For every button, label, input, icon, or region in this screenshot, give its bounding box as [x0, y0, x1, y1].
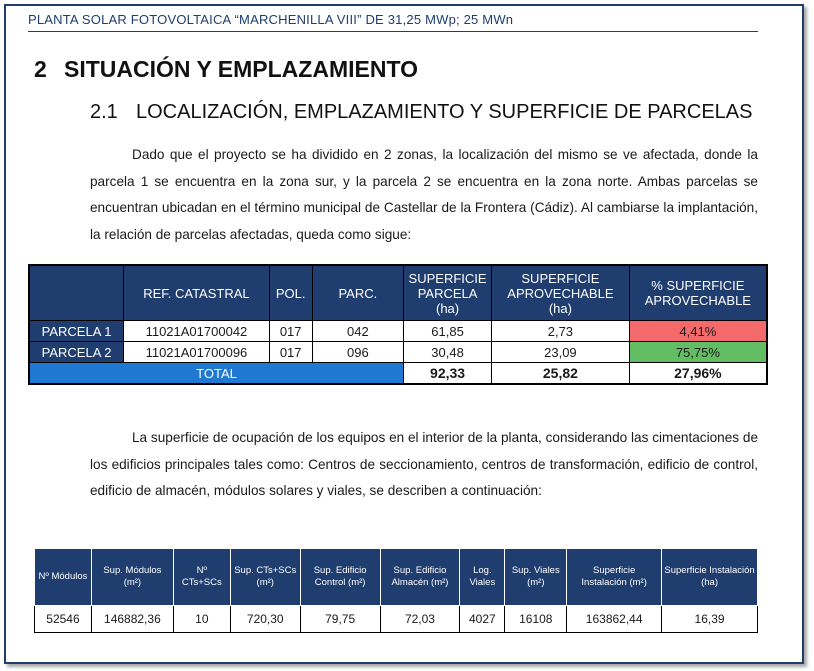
- header-cell: % SUPERFICIE APROVECHABLE: [629, 265, 767, 321]
- table-row: [35, 606, 758, 633]
- table-cell: 163862,44: [567, 606, 662, 633]
- total-cell: 25,82: [492, 363, 630, 385]
- total-label: TOTAL: [29, 363, 404, 385]
- table-cell: 2,73: [492, 321, 630, 342]
- header-cell: Superficie Instalación (ha): [662, 549, 758, 606]
- header-cell: REF. CATASTRAL: [124, 265, 270, 321]
- header-cell: Sup. Edificio Control (m²): [300, 549, 380, 606]
- header-cell: Sup. Edificio Almacén (m²): [380, 549, 460, 606]
- header-cell: POL.: [269, 265, 312, 321]
- row-label: PARCELA 1: [29, 321, 124, 342]
- table-cell: 11021A01700096: [124, 342, 270, 363]
- table-cell: 017: [269, 342, 312, 363]
- total-row: [29, 363, 767, 385]
- table-cell: 11021A01700042: [124, 321, 270, 342]
- table-cell: 16,39: [662, 606, 758, 633]
- header-cell: Sup. Módulos (m²): [91, 549, 173, 606]
- header-cell: Log. Viales: [460, 549, 505, 606]
- table-cell: 017: [269, 321, 312, 342]
- total-cell: 27,96%: [629, 363, 767, 385]
- table-cell: 146882,36: [91, 606, 173, 633]
- table-cell: 10: [173, 606, 230, 633]
- paragraph-parcels: [90, 142, 758, 248]
- table-cell: 52546: [35, 606, 92, 633]
- table-cell: 72,03: [380, 606, 460, 633]
- paragraph-occupation-text: La superficie de ocupación de los equipos en el interior de la planta, considerando las cimentaciones de los edificios principales tales como: Centros de seccionamiento, centros de transformación, edificio de control, edificio de almacén, módulos solares y viales, se describen a continuación:: [90, 430, 758, 498]
- header-cell: SUPERFICIE APROVECHABLE (ha): [492, 265, 630, 321]
- occupation-table: [34, 548, 758, 633]
- table-cell: 79,75: [300, 606, 380, 633]
- parcels-table: [28, 264, 768, 385]
- header-cell: [29, 265, 124, 321]
- header-cell: Nº CTs+SCs: [173, 549, 230, 606]
- page-header: PLANTA SOLAR FOTOVOLTAICA “MARCHENILLA VIII” DE 31,25 MWp; 25 MWn: [28, 12, 758, 32]
- table-cell: 096: [312, 342, 403, 363]
- header-cell: Nº Módulos: [35, 549, 92, 606]
- subsection-title: LOCALIZACIÓN, EMPLAZAMIENTO Y SUPERFICIE DE PARCELAS: [136, 101, 753, 123]
- section-title: SITUACIÓN Y EMPLAZAMIENTO: [64, 56, 418, 82]
- paragraph-occupation: [90, 425, 758, 505]
- subsection-number: 2.1: [90, 101, 118, 123]
- header-cell: SUPERFICIE PARCELA (ha): [404, 265, 492, 321]
- percent-cell: 75,75%: [629, 342, 767, 363]
- total-cell: 92,33: [404, 363, 492, 385]
- table-row: [29, 321, 767, 342]
- table-cell: 720,30: [230, 606, 300, 633]
- header-cell: PARC.: [312, 265, 403, 321]
- table-cell: 16108: [505, 606, 567, 633]
- section-number: 2: [34, 56, 47, 82]
- paragraph-parcels-text: Dado que el proyecto se ha dividido en 2 zonas, la localización del mismo se ve afectada, donde la parcela 1 se encuentra en la zona sur, y la parcela 2 se encuentra en la zona norte. Ambas parcelas se encuentran ubicadan en el término municipal de Castellar de la Frontera (Cádiz). Al cambiarse la implantación, la relación de parcelas afectadas, queda como sigue:: [90, 147, 758, 242]
- table-cell: 042: [312, 321, 403, 342]
- subsection-heading: [90, 101, 752, 124]
- header-cell: Sup. Viales (m²): [505, 549, 567, 606]
- table-cell: 30,48: [404, 342, 492, 363]
- table-cell: 61,85: [404, 321, 492, 342]
- header-cell: Superficie Instalación (m²): [567, 549, 662, 606]
- percent-cell: 4,41%: [629, 321, 767, 342]
- table-row: [29, 342, 767, 363]
- table-header-row: [35, 549, 758, 606]
- table-cell: 23,09: [492, 342, 630, 363]
- table-header-row: [29, 265, 767, 321]
- row-label: PARCELA 2: [29, 342, 124, 363]
- table-cell: 4027: [460, 606, 505, 633]
- section-heading: [34, 56, 418, 83]
- header-cell: Sup. CTs+SCs (m²): [230, 549, 300, 606]
